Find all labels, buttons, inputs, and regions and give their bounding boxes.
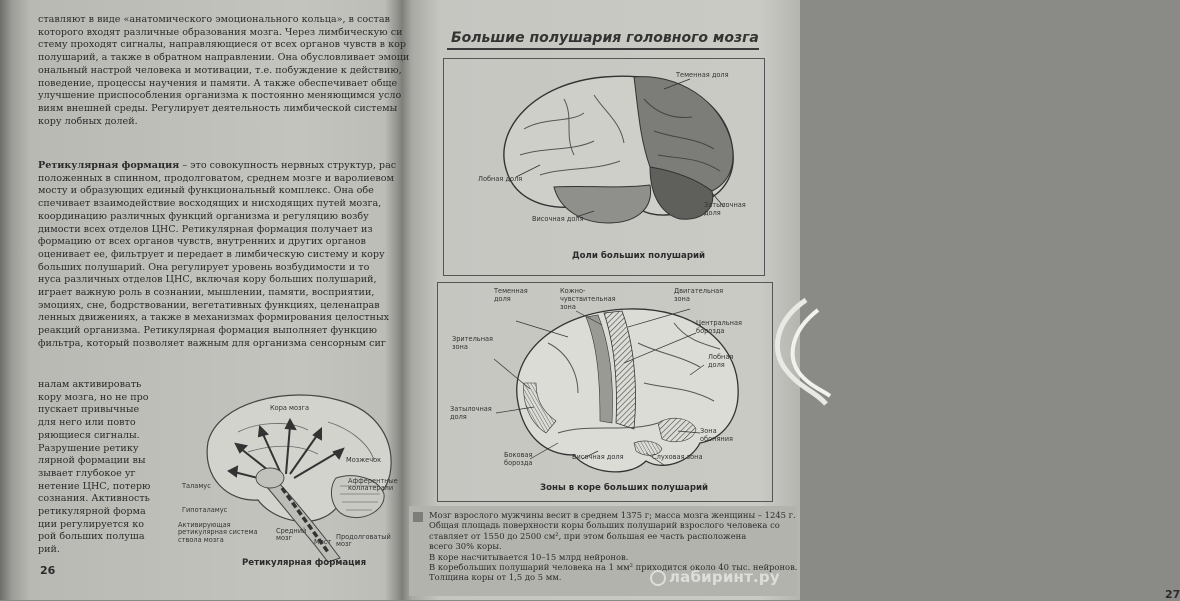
- facts-box-marker: [413, 512, 423, 522]
- label-cerebellum: Мозжечок: [346, 456, 382, 464]
- label-medulla: Продолговатый мозг: [336, 533, 391, 549]
- label-parietal-lobe: Теменная доля: [676, 71, 729, 79]
- paragraph-line: поведение, процессы научения и памяти. А также обеспечивает обще: [38, 77, 398, 89]
- paragraph-line: полушарий, а также в обратном направлении. Она обусловливает эмоци: [38, 52, 410, 64]
- paragraph-line: больших полушарий. Она регулирует уровень возбудимости и то: [38, 261, 370, 273]
- paragraph-line: налам активировать: [38, 379, 142, 390]
- paragraph-line: зывает глубокое уг: [38, 467, 136, 479]
- page-number-left: 26: [40, 564, 56, 577]
- paragraph-line: для него или повто: [38, 417, 136, 429]
- cortex-zones-figure: [437, 282, 773, 502]
- paragraph-line: спечивает взаимодействие восходящих и нисходящих путей мозга,: [38, 198, 382, 210]
- paragraph-line: Разрушение ретику: [38, 442, 139, 454]
- paragraph-line: пускает привычные: [38, 404, 140, 416]
- paragraph-line: кору лобных долей.: [38, 115, 138, 127]
- lobes-figure: [443, 58, 765, 276]
- paragraph-line: ленных движениях, а также в механизмах формирования целостных: [38, 312, 389, 324]
- label-parietal-lobe: Теменная доля: [494, 287, 528, 303]
- watermark-logo-icon: [650, 570, 666, 586]
- label-auditory-zone: Слуховая зона: [652, 453, 703, 461]
- label-motor-zone: Двигательная зона: [674, 287, 724, 303]
- limbic-paragraph: [38, 14, 410, 128]
- label-activating-system: Активирующая ретикулярная система ствола мозга: [178, 521, 258, 544]
- label-occipital-lobe: Затылочная доля: [704, 201, 746, 217]
- paragraph-line: нуса различных отделов ЦНС, включая кору больших полушарий,: [38, 274, 377, 286]
- paragraph-line: В коребольших полушарий человека на 1 мм² приходится около 40 тыс. нейронов.: [429, 562, 798, 573]
- cable-object: [766, 300, 826, 410]
- reticular-figure-caption: Ретикулярная формация: [242, 558, 367, 568]
- reticular-formation-figure: [178, 382, 410, 572]
- paragraph-line: формацию от всех органов чувств, внутренних и других органов: [38, 236, 366, 248]
- paragraph-line: всего 30% коры.: [429, 541, 502, 552]
- page-number-right: 27: [1165, 588, 1180, 601]
- reticular-term: Ретикулярная формация: [38, 160, 180, 171]
- zones-figure-caption: Зоны в коре больших полушарий: [540, 483, 709, 493]
- paragraph-line: координацию различных функций организма и регуляцию возбу: [38, 210, 369, 222]
- left-page: [26, 0, 410, 600]
- paragraph-line: стему проходят сигналы, направляющиеся от всех органов чувств в кор: [38, 39, 407, 51]
- title-rule: [447, 48, 759, 50]
- label-frontal-lobe: Лобная доля: [478, 175, 523, 183]
- watermark-text: лабиринт.ру: [669, 568, 780, 586]
- paragraph-line: рой больших полуша: [38, 531, 145, 543]
- paragraph-line: Мозг взрослого мужчины весит в среднем 1375 г; масса мозга женщины – 1245 г.: [429, 510, 796, 520]
- paragraph-line: улучшение приспособления организма к постоянно меняющимся усло: [38, 90, 402, 102]
- label-visual-zone: Зрительная зона: [452, 335, 494, 351]
- label-thalamus: Таламус: [182, 482, 211, 490]
- label-temporal-lobe: Височная доля: [572, 453, 624, 461]
- paragraph-line: эмоциях, сне, бодрствовании, вегетативных функциях, целенаправ: [38, 299, 380, 311]
- paragraph-line: играет важную роль в сознании, мышлении, памяти, восприятии,: [38, 287, 375, 299]
- cortex-zones-diagram: [438, 283, 774, 503]
- label-olfactory-zone: Зона обоняния: [700, 427, 733, 443]
- label-cortex: Кора мозга: [270, 404, 310, 412]
- paragraph-line: нетение ЦНС, потерю: [38, 480, 151, 492]
- paragraph-line: ставляют в виде «анатомического эмоционального кольца», в состав: [38, 14, 390, 25]
- label-temporal-lobe: Височная доля: [532, 215, 584, 223]
- lobes-figure-caption: Доли больших полушарий: [572, 251, 706, 261]
- label-pons: Мост: [314, 538, 332, 546]
- paragraph-line: лярной формации вы: [38, 455, 146, 467]
- paragraph-line: фильтра, который позволяет важным для организма сенсорным сиг: [38, 337, 386, 349]
- paragraph-line: которого входят различные образования мозга. Через лимбическую си: [38, 26, 403, 38]
- paragraph-line: рий.: [38, 544, 60, 556]
- label-hypothalamus: Гипоталамус: [182, 506, 228, 514]
- paragraph-line: ональный настрой человека и мотивации, т.е. побуждение к действию,: [38, 64, 402, 76]
- reticular-paragraph: [38, 160, 396, 351]
- paragraph-line: димости всех отделов ЦНС. Ретикулярная формация получает из: [38, 223, 373, 235]
- paragraph-line: В коре насчитывается 10–15 млрд нейронов.: [429, 551, 629, 562]
- label-central-sulcus: Центральная борозда: [696, 319, 742, 335]
- paragraph-line: положенных в спинном, продолговатом, среднем мозге и варолиевом: [38, 172, 395, 184]
- paragraph-line: реакций организма. Ретикулярная формация выполняет функцию: [38, 325, 378, 337]
- label-occipital-lobe: Затылочная доля: [450, 405, 492, 421]
- reticular-paragraph-continued: [38, 379, 170, 557]
- label-lateral-sulcus: Боковая борозда: [504, 451, 533, 467]
- label-frontal-lobe: Лобная доля: [708, 353, 734, 369]
- paragraph-line: ретикулярной форма: [38, 506, 146, 518]
- right-page: [405, 0, 1180, 601]
- brain-lobes-diagram: [444, 59, 766, 277]
- paragraph-line: Общая площадь поверхности коры больших полушарий взрослого человека со: [429, 520, 780, 531]
- section-title: Большие полушария головного мозга: [451, 30, 759, 46]
- label-afferent-collaterals: Афферентные коллатерали: [348, 477, 398, 493]
- paragraph-line: ряющиеся сигналы.: [38, 429, 140, 441]
- paragraph-line: – это совокупность нервных структур, рас: [179, 160, 397, 171]
- paragraph-line: кору мозга, но не про: [38, 391, 149, 403]
- paragraph-line: ставляет от 1550 до 2500 см², при этом большая ее часть расположена: [429, 530, 747, 541]
- paragraph-line: мосту и образующих единый функциональный комплекс. Она обе: [38, 185, 374, 197]
- paragraph-line: Толщина коры от 1,5 до 5 мм.: [429, 572, 562, 583]
- paragraph-line: оценивает ее, фильтрует и передает в лимбическую систему и кору: [38, 248, 385, 260]
- label-somatosensory-zone: Кожно-чувствительная зона: [560, 287, 616, 311]
- paragraph-line: сознания. Активность: [38, 493, 150, 505]
- watermark: [650, 568, 780, 586]
- paragraph-line: виям внешней среды. Регулирует деятельность лимбической системы: [38, 102, 398, 114]
- paragraph-line: ции регулируется ко: [38, 518, 145, 530]
- label-midbrain: Средний мозг: [276, 527, 307, 543]
